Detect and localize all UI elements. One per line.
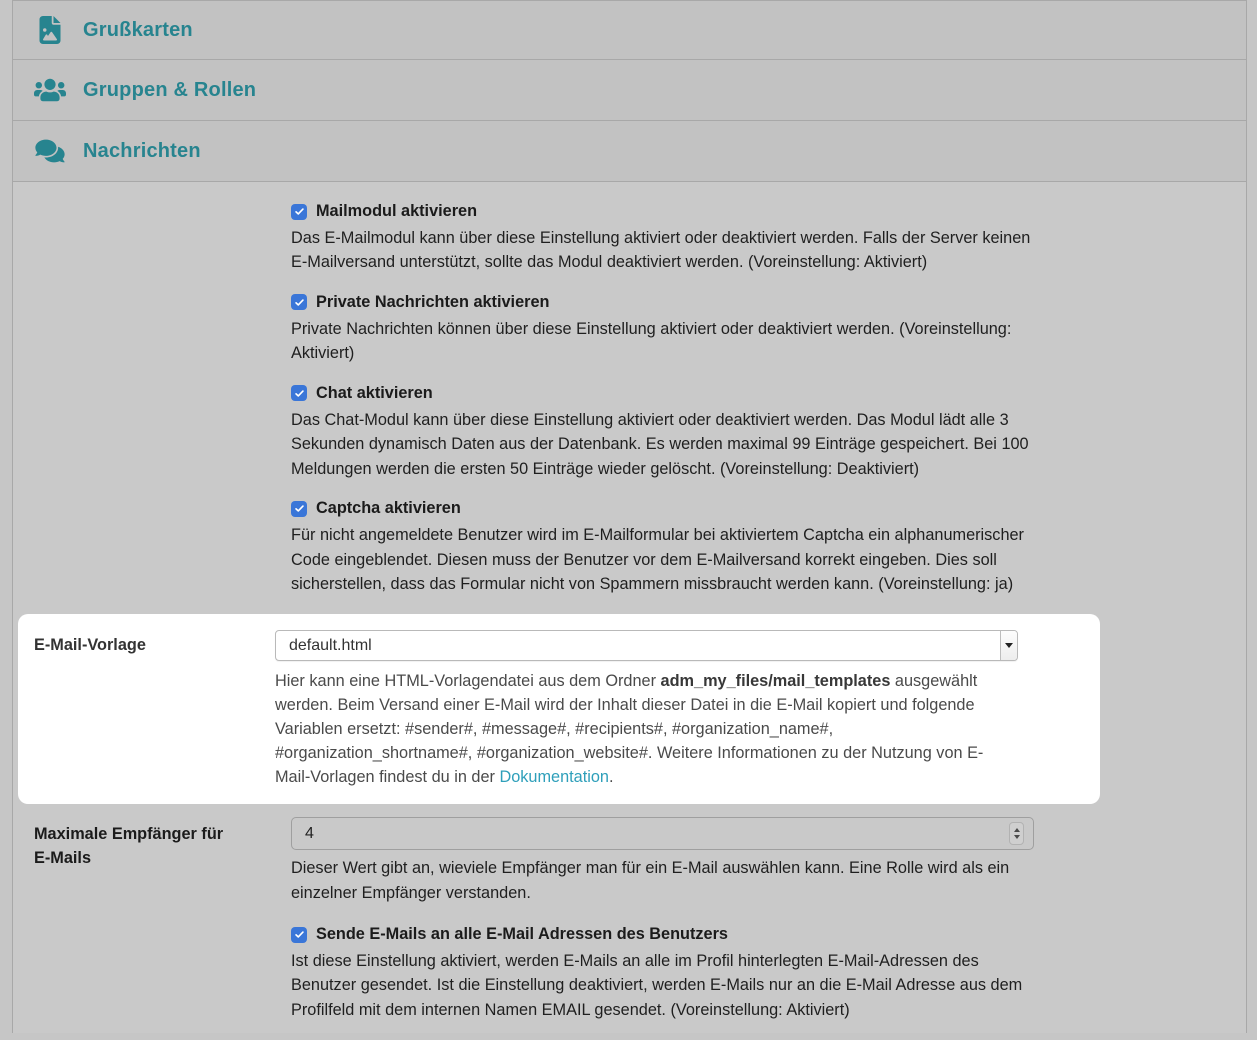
chat-checkbox[interactable] bbox=[291, 385, 307, 401]
stepper-icon[interactable] bbox=[1009, 822, 1024, 845]
template-folder-path: adm_my_files/mail_templates bbox=[660, 672, 891, 691]
max-recipients-description: Dieser Wert gibt an, wieviele Empfänger man für ein E-Mail auswählen kann. Eine Rolle wird als ein einzelner Empfänger verstanden. bbox=[291, 859, 1010, 902]
email-template-description bbox=[275, 670, 1018, 790]
send-all-addresses-checkbox[interactable] bbox=[291, 927, 307, 943]
private-messages-label: Private Nachrichten aktivieren bbox=[316, 292, 550, 311]
email-template-select[interactable] bbox=[275, 630, 1018, 661]
max-recipients-label bbox=[34, 817, 291, 925]
max-recipients-input[interactable] bbox=[291, 817, 1034, 850]
setting-row-mail-module bbox=[13, 202, 1246, 293]
chat-label: Chat aktivieren bbox=[316, 383, 433, 402]
email-template-selected-value: default.html bbox=[289, 636, 372, 654]
users-icon bbox=[34, 77, 66, 103]
mail-module-description: Das E-Mailmodul kann über diese Einstellung aktiviert oder deaktiviert werden. Falls der Server keinen E-Mailversand unterstützt, sollte das Modul deaktiviert werden. (Voreinstellung: Aktiviert) bbox=[291, 229, 1031, 272]
label-line: E-Mails bbox=[34, 848, 92, 867]
captcha-description: Für nicht angemeldete Benutzer wird im E-Mailformular bei aktiviertem Captcha ein alphanumerischer Code eingeblendet. Diesen muss der Benutzer vor dem E-Mailversand korrekt eingeben. Dies soll sicherstellen, dass das Formular nicht von Spammern missbraucht werden kann. (Voreinstellung: ja) bbox=[291, 526, 1024, 593]
email-template-label: E-Mail-Vorlage bbox=[34, 636, 146, 655]
section-title: Gruppen & Rollen bbox=[83, 78, 257, 101]
section-title: Nachrichten bbox=[83, 139, 201, 162]
private-messages-description: Private Nachrichten können über diese Einstellung aktiviert oder deaktiviert werden. (Voreinstellung: Aktiviert) bbox=[291, 319, 1012, 363]
chevron-down-icon[interactable] bbox=[1000, 631, 1017, 660]
private-messages-checkbox[interactable] bbox=[291, 294, 307, 310]
description-text: Hier kann eine HTML-Vorlagendatei aus dem Ordner bbox=[275, 672, 661, 691]
setting-row-chat bbox=[13, 384, 1246, 499]
documentation-link[interactable]: Dokumentation bbox=[499, 768, 609, 787]
chat-description: Das Chat-Modul kann über diese Einstellung aktiviert oder deaktiviert werden. Das Modul lädt alle 3 Sekunden dynamisch Daten aus der Datenbank. Es werden maximal 99 Einträge gespeichert. Bei 100 Meldungen werden die ersten 50 Einträge wieder gelöscht. (Voreinstellung: Deaktiviert) bbox=[291, 410, 1029, 478]
setting-row-private-messages bbox=[13, 293, 1246, 384]
setting-row-max-recipients bbox=[13, 817, 1246, 925]
messages-settings-body bbox=[13, 182, 1246, 1040]
accordion-header-greeting-cards[interactable] bbox=[13, 0, 1246, 60]
send-all-addresses-label: Sende E-Mails an alle E-Mail Adressen des Benutzers bbox=[316, 925, 728, 944]
label-line: Maximale Empfänger für bbox=[34, 825, 224, 844]
max-recipients-value: 4 bbox=[305, 824, 314, 842]
description-text: ausgewählt werden. Beim Versand einer E-Mail wird der Inhalt dieser Datei in die E-Mail kopiert und folgende Variablen ersetzt: #sender#, #message#, #recipients#, #organization_name#, #organization_shortname#, #organization_website#. Weitere Informationen zu der Nutzung von E-Mail-Vorlagen findest du in der bbox=[275, 672, 984, 787]
greeting-card-icon bbox=[34, 16, 66, 44]
description-text: . bbox=[608, 768, 614, 787]
accordion-header-messages[interactable] bbox=[13, 121, 1246, 182]
comments-icon bbox=[34, 138, 66, 164]
section-title: Grußkarten bbox=[83, 18, 193, 41]
setting-row-captcha bbox=[13, 499, 1246, 614]
captcha-label: Captcha aktivieren bbox=[316, 499, 461, 518]
captcha-checkbox[interactable] bbox=[291, 501, 307, 517]
setting-row-send-all-addresses bbox=[13, 925, 1246, 1040]
accordion-header-groups-roles[interactable] bbox=[13, 60, 1246, 121]
mail-module-label: Mailmodul aktivieren bbox=[316, 202, 478, 220]
setting-row-email-template-highlight bbox=[18, 614, 1100, 804]
mail-module-checkbox[interactable] bbox=[291, 204, 307, 220]
send-all-addresses-description: Ist diese Einstellung aktiviert, werden E-Mails an alle im Profil hinterlegten E-Mail-Adressen des Benutzer gesendet. Ist die Einstellung deaktiviert, werden E-Mails nur an die E-Mail Adresse aus dem Profilfeld mit dem internen Namen EMAIL gesendet. (Voreinstellung: Aktiviert) bbox=[291, 952, 1023, 1019]
preferences-panel bbox=[12, 0, 1247, 1033]
